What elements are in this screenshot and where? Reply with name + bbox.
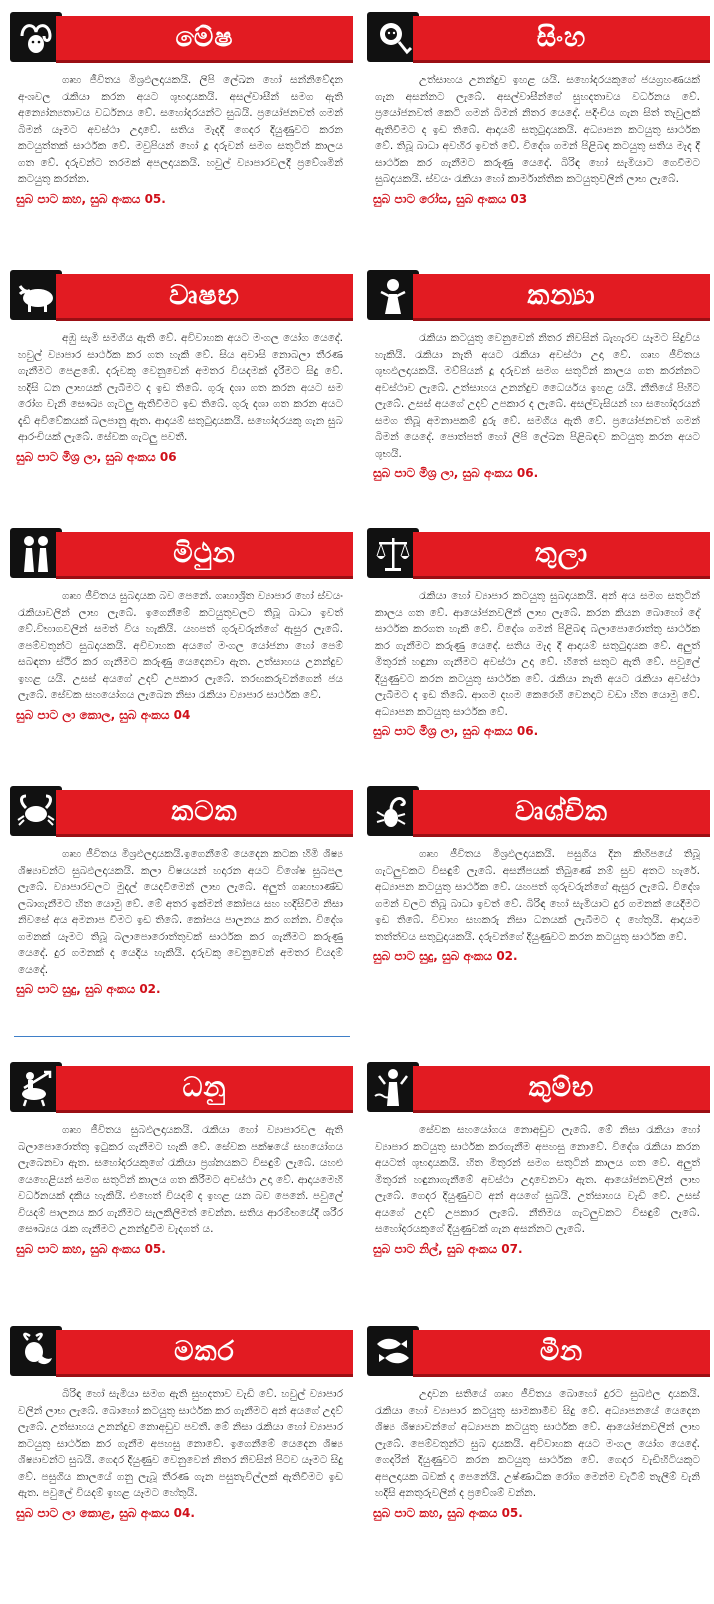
aries-ram-icon	[10, 12, 62, 62]
section-divider	[14, 1036, 350, 1037]
lucky-color-number: සුබ පාට මිශ්‍ර ලා, සුබ අංකය 06.	[373, 724, 539, 738]
card-header	[4, 4, 353, 64]
sign-title: වෘෂභ	[169, 280, 240, 311]
lucky-color-number: සුබ පාට ලා කොල, සුබ අංකය 04	[16, 707, 191, 722]
title-bar	[413, 274, 710, 318]
prediction-paragraph: සේවක සහයෝගය නොඅඩුව ලැබේ. මේ නිසා රැකියා හෝ ව්‍යාපාර කටයුතු සාර්ථක කරගැනීම අපහසු නොවේ. විදේශ රැකියා කරන අයටත් ශුභදායකයි. හිත මිතුරන් සමග සතුටින් කාලය ගත වේ. අලුත් මිතුරන් හඳුනාගැනීමේ අවස්ථා උදාවෙනවා ඇත. ආයෝජනවලින් ලාභ ලැබේ. ගෙදර දියුණුවට අන් අයගේ සුබයි. උත්සාහය වැඩි වේ. උසස් අයගේ උදව් උපකාර ලැබේ. නීතිමය ගැටලුවකට විසඳුම් ලැබේ. සහෝදරයකුගේ දියුණුවක් ගැන අසන්නට ලැබේ.	[375, 1124, 700, 1235]
sagittarius-archer-icon	[10, 1062, 62, 1112]
lucky-color-number: සුබ පාට කහ, සුබ අංකය 05.	[16, 1241, 166, 1256]
title-bar	[413, 16, 710, 60]
sign-title: වෘශ්චික	[515, 796, 608, 827]
title-bar	[56, 1330, 353, 1374]
horoscope-card-makara	[4, 1318, 353, 1521]
horoscope-card-mesha	[4, 4, 353, 207]
lucky-color-number: සුබ පාට කහ, සුබ අංකය 05.	[373, 1505, 523, 1520]
title-bar	[413, 790, 710, 834]
sign-title: කුම්භ	[528, 1072, 595, 1103]
card-header	[4, 1054, 353, 1114]
title-bar	[56, 532, 353, 576]
title-bar	[56, 16, 353, 60]
pisces-fish-icon	[367, 1326, 419, 1376]
horoscope-card-tula	[361, 520, 710, 739]
title-bar	[56, 274, 353, 318]
horoscope-card-mithuna	[4, 520, 353, 723]
capricorn-goat-icon	[10, 1326, 62, 1376]
sign-title: සිංහ	[536, 22, 587, 53]
prediction-paragraph: උදාවන සතියේ ගෘහ ජීවිතය බොහෝ දුරට සුබඵල දායකයි. රැකියා හෝ ව්‍යාපාර කටයුතු සාමකාමීව සිදු වේ. අධ්‍යාපනයේ යෙදෙන ශිෂ්‍ය ශිෂ්‍යාවන්ගේ අධ්‍යාපන කටයුතු සාර්ථක වේ. ආයෝජනවලින් ලාභ ලැබේ. පෙම්වතුන්ට සුබ දායකයි. අවිවාහක අයට මංගල යෝග යෙදේ. ගෙදරින් දියුණුවට කරන කටයුතු සාර්ථක වේ. ගෙදර වැඩිහිටියකුට අපලදායක බවක් ද පෙනේයි. උෂ්ණාධික රෝග මෙන්ම වැටීම් තැලීම් වැනි හදිසි අනතුරුවලින් ද ප්‍රවේශම් වන්න.	[375, 1388, 700, 1499]
card-header	[361, 4, 710, 64]
lucky-color-number: සුබ පාට නිල්, සුබ අංකය 07.	[373, 1241, 523, 1256]
card-header	[4, 1318, 353, 1378]
card-header	[4, 778, 353, 838]
title-bar	[413, 1330, 710, 1374]
scorpio-scorpion-icon	[367, 786, 419, 836]
prediction-text	[4, 1378, 353, 1502]
prediction-text	[4, 322, 353, 446]
lucky-color-number: සුබ පාට ලා කොළ, සුබ අංකය 04.	[16, 1505, 195, 1520]
aquarius-water-bearer-icon	[367, 1062, 419, 1112]
horoscope-card-vrushchika	[361, 778, 710, 964]
prediction-paragraph: බිරිඳ හෝ සැමියා සමග ඇති සුහදතාව වැඩි වේ. හවුල් ව්‍යාපාර වලින් ලාභ ලැබේ. බොහෝ කටයුතු සාර්ථක කර ගැනීමට අන් අයගේ උදව් ලැබේ. උත්සාහය උනන්දුව නොඅඩුව පවතී. මේ නිසා රැකියා හෝ ව්‍යාපාර කටයුතු සාර්ථක කර ගැනීම අපහසු නොවේ. ඉගෙනීමේ යෙදෙන ශිෂ්‍ය ශිෂ්‍යාවන්ට සුබයි. ගෙදර දියුණුව වෙනුවෙන් නිතර නිවසින් පිටව යෑමට සිදු වේ. පසුගිය කාලයේ ගනු ලැබූ තීරණ ගැන පසුතැවිල්ලක් ඇතිවීමට ඉඩ ඇත. පවුලේ වියදම් ඉහළ යෑමට හේතුයි.	[18, 1388, 343, 1499]
prediction-text	[4, 838, 353, 978]
sign-title: මේෂ	[175, 22, 234, 53]
sign-title: මීන	[539, 1336, 584, 1367]
title-bar	[56, 790, 353, 834]
horoscope-card-dhanu	[4, 1054, 353, 1257]
card-header	[4, 520, 353, 580]
lucky-color-number: සුබ පාට රෝස, සුබ අංකය 03	[373, 191, 528, 206]
libra-scales-icon	[367, 528, 419, 578]
prediction-text	[361, 838, 710, 945]
prediction-paragraph: රැකියා කටයුතු වෙනුවෙන් නිතර නිවසින් බැහැරව යෑමට සිදුවිය හැකියි. රැකියා නැති අයට රැකියා අවස්ථා උදා වේ. ගෘහ ජීවිතය ශුභඵලදායකයි. මව්පියන් දූ දරුවන් සමග සතුටින් කාලය ගත කරන්නට අවස්ථාව ලැබේ. උත්සාහය උනන්දුව ධෛර්යය ඉහළ යයි. නීතියේ පිහිට ලැබේ. උසස් අයගේ උදව් උපකාර ද ලැබේ. අසල්වැසියන් හා සහෝදරයන් සමග තිබූ අමනාපකම් දුරු වේ. සමගිය ඇති වේ. ප්‍රයෝජනවත් ගමන් බිමන් යෙදේ. පොත්පත් හෝ ලිපි ලේඛන පිළිබඳව කටයුතු කරන අයට ශුභයි.	[375, 332, 700, 460]
sign-title: මිථුන	[173, 538, 236, 569]
card-header	[361, 1318, 710, 1378]
virgo-maiden-icon	[367, 270, 419, 320]
prediction-text	[361, 1378, 710, 1502]
prediction-text	[361, 580, 710, 720]
card-header	[361, 778, 710, 838]
card-header	[4, 262, 353, 322]
prediction-text	[361, 1114, 710, 1238]
lucky-color-number: සුබ පාට සුදු, සුබ අංකය 02.	[373, 949, 518, 963]
sign-title: තුලා	[534, 538, 589, 569]
title-bar	[413, 1066, 710, 1110]
gemini-twins-icon	[10, 528, 62, 578]
card-header	[361, 262, 710, 322]
card-header	[361, 1054, 710, 1114]
leo-lion-icon	[367, 12, 419, 62]
prediction-paragraph: උත්සාහය උනන්දුව ඉහළ යයි. සහෝදරයකුගේ ජයග්‍රහණයක් ගැන අසන්නට ලැබේ. අසල්වාසීන්ගේ සුහදතාවය වර්ධනය වේ. ප්‍රයෝජනවත් කෙටි ගමන් බිමන් නිතර යෙදේ. පදිංචිය ගැන සිත් තැවුලක් ඇතිවීමට ද ඉඩ තිබේ. ආදායම් සතුටුදායකයි. අධ්‍යාපන කටයුතු සාර්ථක වේ. තිබූ බාධා අවහිර ඉවත් වේ. විදේශ ගමන් පිළිබඳ කටයුතු සතිය මැද දී සාර්ථක කර ගැනීමට කරුණු යෙදේ. බිරිඳ හෝ සැමියාට ගෙවීමට සුබදායකයි. ස්වයං රැකියා හෝ කාර්මාන්තික කටයුතුවලින් ලාභ ලැබේ.	[375, 74, 700, 185]
horoscope-card-meena	[361, 1318, 710, 1521]
horoscope-card-simha	[361, 4, 710, 207]
prediction-text	[4, 580, 353, 704]
prediction-text	[361, 322, 710, 462]
horoscope-card-vrushabha	[4, 262, 353, 465]
prediction-paragraph: රැකියා හෝ ව්‍යාපාර කටයුතු සුබදායකයි. අන් අය සමග සතුටින් කාලය ගත වේ. ආයෝජනවලින් ලාභ ලැබේ. කරන කියන බොහෝ දේ සාර්ථක කරගත හැකි වේ. විදේශ ගමන් පිළිබඳ බලාපොරොත්තු සාර්ථක කර ගැනීමට කරුණු යෙදේ. සතිය මැද දී ආදායම් සතුටුදායක වේ. අලුත් මිතුරන් හඳුනා ගැනීමට අවස්ථා උදා වේ. හිතේ සතුට ඇති වේ. පවුලේ දියුණුවට කරන කටයුතු සාර්ථක වේ. රැකියා නැති අයට රැකියා අවස්ථා ලැබීමට ද ඉඩ තිබේ. ආගම දහම කෙරෙහි වෙනදාට වඩා හිත යොමු වේ. අධ්‍යාපන කටයුතු සාර්ථක වේ.	[375, 590, 700, 718]
prediction-paragraph: ගෘහ ජීවිතය සුබඵලදායකයි. රැකියා හෝ ව්‍යාපාරවල ඇති බලාපොරොත්තු ඉටුකර ගැනීමට හැකි වේ. සේවක පක්ෂයේ සහයෝගය ලැබෙනවා ඇත. සහෝදරයකුගේ රැකියා ප්‍රශ්නයකට විසඳුම් ලැබේ. යහළු යෙහෙළියන් සමග සතුටින් කාලය ගත කිරීමට අවස්ථා උදා වේ. ආදායමෙහි වර්ධනයක් දකිය හැකියි. එහෙත් වියදම් ද ඉහළ යන බව පෙනේ. පවුලේ වියදම් පාලනය කර ගැනීමට සැලකිලිමත් වෙන්න. සතිය ආරම්භයේදී ශරීර සෞඛ්‍යය රැක ගැනීමට උනන්දුවීම වැදගත් ය.	[18, 1124, 343, 1235]
lucky-color-number: සුබ පාට මිශ්‍ර ලා, සුබ අංකය 06	[16, 449, 177, 464]
prediction-paragraph: ගෘහ ජීවිතය මිශ්‍රඵලදායකයි.ඉගෙනීමේ යෙදෙන කටක හිමි ශිෂ්‍ය ශිෂ්‍යාවන්ට සුබඵලදායකයි. කලා විෂයයන් හදාරන අයට විශේෂ සුබපල ලැබේ. ව්‍යාපාරවලට මුදල් යෙදවීමෙන් ලාභ ලැබේ. අලුත් ගෘහභාණ්ඩ ලබාගැනීමට හිත යොමු වේ. මේ අතර ඉක්මන් කෝපය සහ හදිසිවීම නිසා නිවසේ අය අමනාප වීමට ඉඩ තිබේ. කෝපය පාලනය කර ගන්න. විදේශ ගමනක් යෑමට තිබූ බලාපොරොත්තුවක් සාර්ථක කර ගැනීමට කරුණු යෙදේ. දුර ගමනක් ද යෙදිය හැකියි. දරුවකු වෙනුවෙන් අමතර වියදම් යෙදේ.	[18, 848, 343, 976]
prediction-text	[4, 64, 353, 188]
prediction-paragraph: ගෘහ ජීවිතය මිශ්‍රඵලදායකයි. ලිපි ලේඛන හෝ සන්නිවේදන අංශවල රැකියා කරන අයට ශුභදායකයි. අසල්වාසීන් සමග ඇති අන්‍යෝන්‍යතාවය වර්ධනය වේ. සහෝදරයන්ට සුබයි. ප්‍රයෝජනවත් ගමන් බිමන් යෑමට අවස්ථා උදාවේ. සතිය මැදදී ගෙදර දියුණුවට කරන කටයුත්තක් සාර්ථක වේ. මවුපියන් හෝ දූ දරුවන් සමග සතුටින් කාලය ගත වේ. දරුවන්ට තරමක් අපලදායකයි. හවුල් ව්‍යාපාරවලදී ප්‍රවේශමින් කටයුතු කරන්න.	[18, 74, 343, 185]
prediction-paragraph: ගෘහ ජීවිතය සුබදායක බව පෙනේ. ගෘහාශ්‍රිත ව්‍යාපාර හෝ ස්වයං රැකියාවලින් ලාභ ලැබේ. ඉගෙනීමේ කටයුතුවලට තිබූ බාධා ඉවත් වේ.විභාගවලින් සමත් විය හැකියි. යහපත් ගුරුවරුන්ගේ ඇසුර ලැබේ. පෙම්වතුන්ට සුබදායකයි. අවිවාහක අයගේ මංගල යෝජනා හෝ පෙම් සබඳතා ස්ථිර කර ගැනීමට කරුණු යෙදෙනවා ඇත. උත්සාහය උනන්දුව ඉහළ යයි. උසස් අයගේ උදව් උපකාර ලැබේ. තරඟකරුවන්ගෙන් ජය ලැබේ. සේවක සහයෝගය ලැබෙන නිසා රැකියා ව්‍යාපාර සාර්ථක වේ.	[18, 590, 343, 701]
sign-title: කටක	[171, 796, 238, 827]
lucky-color-number: සුබ පාට මිශ්‍ර ලා, සුබ අංකය 06.	[373, 466, 539, 480]
horoscope-card-kanya	[361, 262, 710, 481]
title-bar	[413, 532, 710, 576]
lucky-color-number: සුබ පාට සුදු, සුබ අංකය 02.	[16, 982, 161, 996]
prediction-paragraph: අඹු සැමි සමගිය ඇති වේ. අවිවාහක අයට මංගල යෝග යෙදේ. හවුල් ව්‍යාපාර සාර්ථක කර ගත හැකි වේ. සිය අවාසි නොබලා තීරණ ගැනීමට පෙළඹේ. දරුවකු වෙනුවෙන් අමතර වියදමක් දැරීමට සිදු වේ. හදිසි ධන ලාභයක් ලැබීමට ද ඉඩ තිබේ. ගුරු දශා ගත කරන අයට සම රෝග වැනි සෞඛ්‍ය ගැටලු ඇතිවීමට ඉඩ තිබේ. ගුරු දශා ගත කරන අයට දැඩි අවිවේකයක් බලපානු ඇත. ආදායම් සතුටුදායකයි. සහෝදරයකු ගැන සුබ ආරංචියක් ලැබේ. සේවක ගැටලු පවතී.	[18, 332, 343, 443]
cancer-crab-icon	[10, 786, 62, 836]
sign-title: මකර	[174, 1336, 235, 1367]
horoscope-card-kumbha	[361, 1054, 710, 1257]
prediction-text	[4, 1114, 353, 1238]
prediction-paragraph: ගෘහ ජීවිතය මිශ්‍රඵලදායකයි. පසුගිය දින කිහිපයේ තිබූ ගැටලුවකට විසඳුම් ලැබේ. අසනීපයක් තිබුණේ නම් සුව අතට හැරේ. අධ්‍යාපන කටයුතු සාර්ථක වේ. යහපත් ගුරුවරුන්ගේ ඇසුර ලැබේ. විදේශ ගමන් වලට තිබූ බාධා ඉවත් වේ. බිරිඳ හෝ සැමියාට දුර ගමනක් යෙදීමට ඉඩ තිබේ. විවාහ සහකරු නිසා ධනයක් ලැබීමට ද හේතුයි. ආදායම තත්ත්වය සතුටුදායකයි. දරුවන්ගේ දියුණුවට කරන කටයුතු සාර්ථක වේ.	[375, 848, 700, 943]
taurus-bull-icon	[10, 270, 62, 320]
lucky-color-number: සුබ පාට කහ, සුබ අංකය 05.	[16, 191, 166, 206]
horoscope-card-kataka	[4, 778, 353, 997]
title-bar	[56, 1066, 353, 1110]
prediction-text	[361, 64, 710, 188]
sign-title: ධනු	[182, 1072, 227, 1103]
card-header	[361, 520, 710, 580]
sign-title: කන්‍යා	[527, 280, 596, 311]
